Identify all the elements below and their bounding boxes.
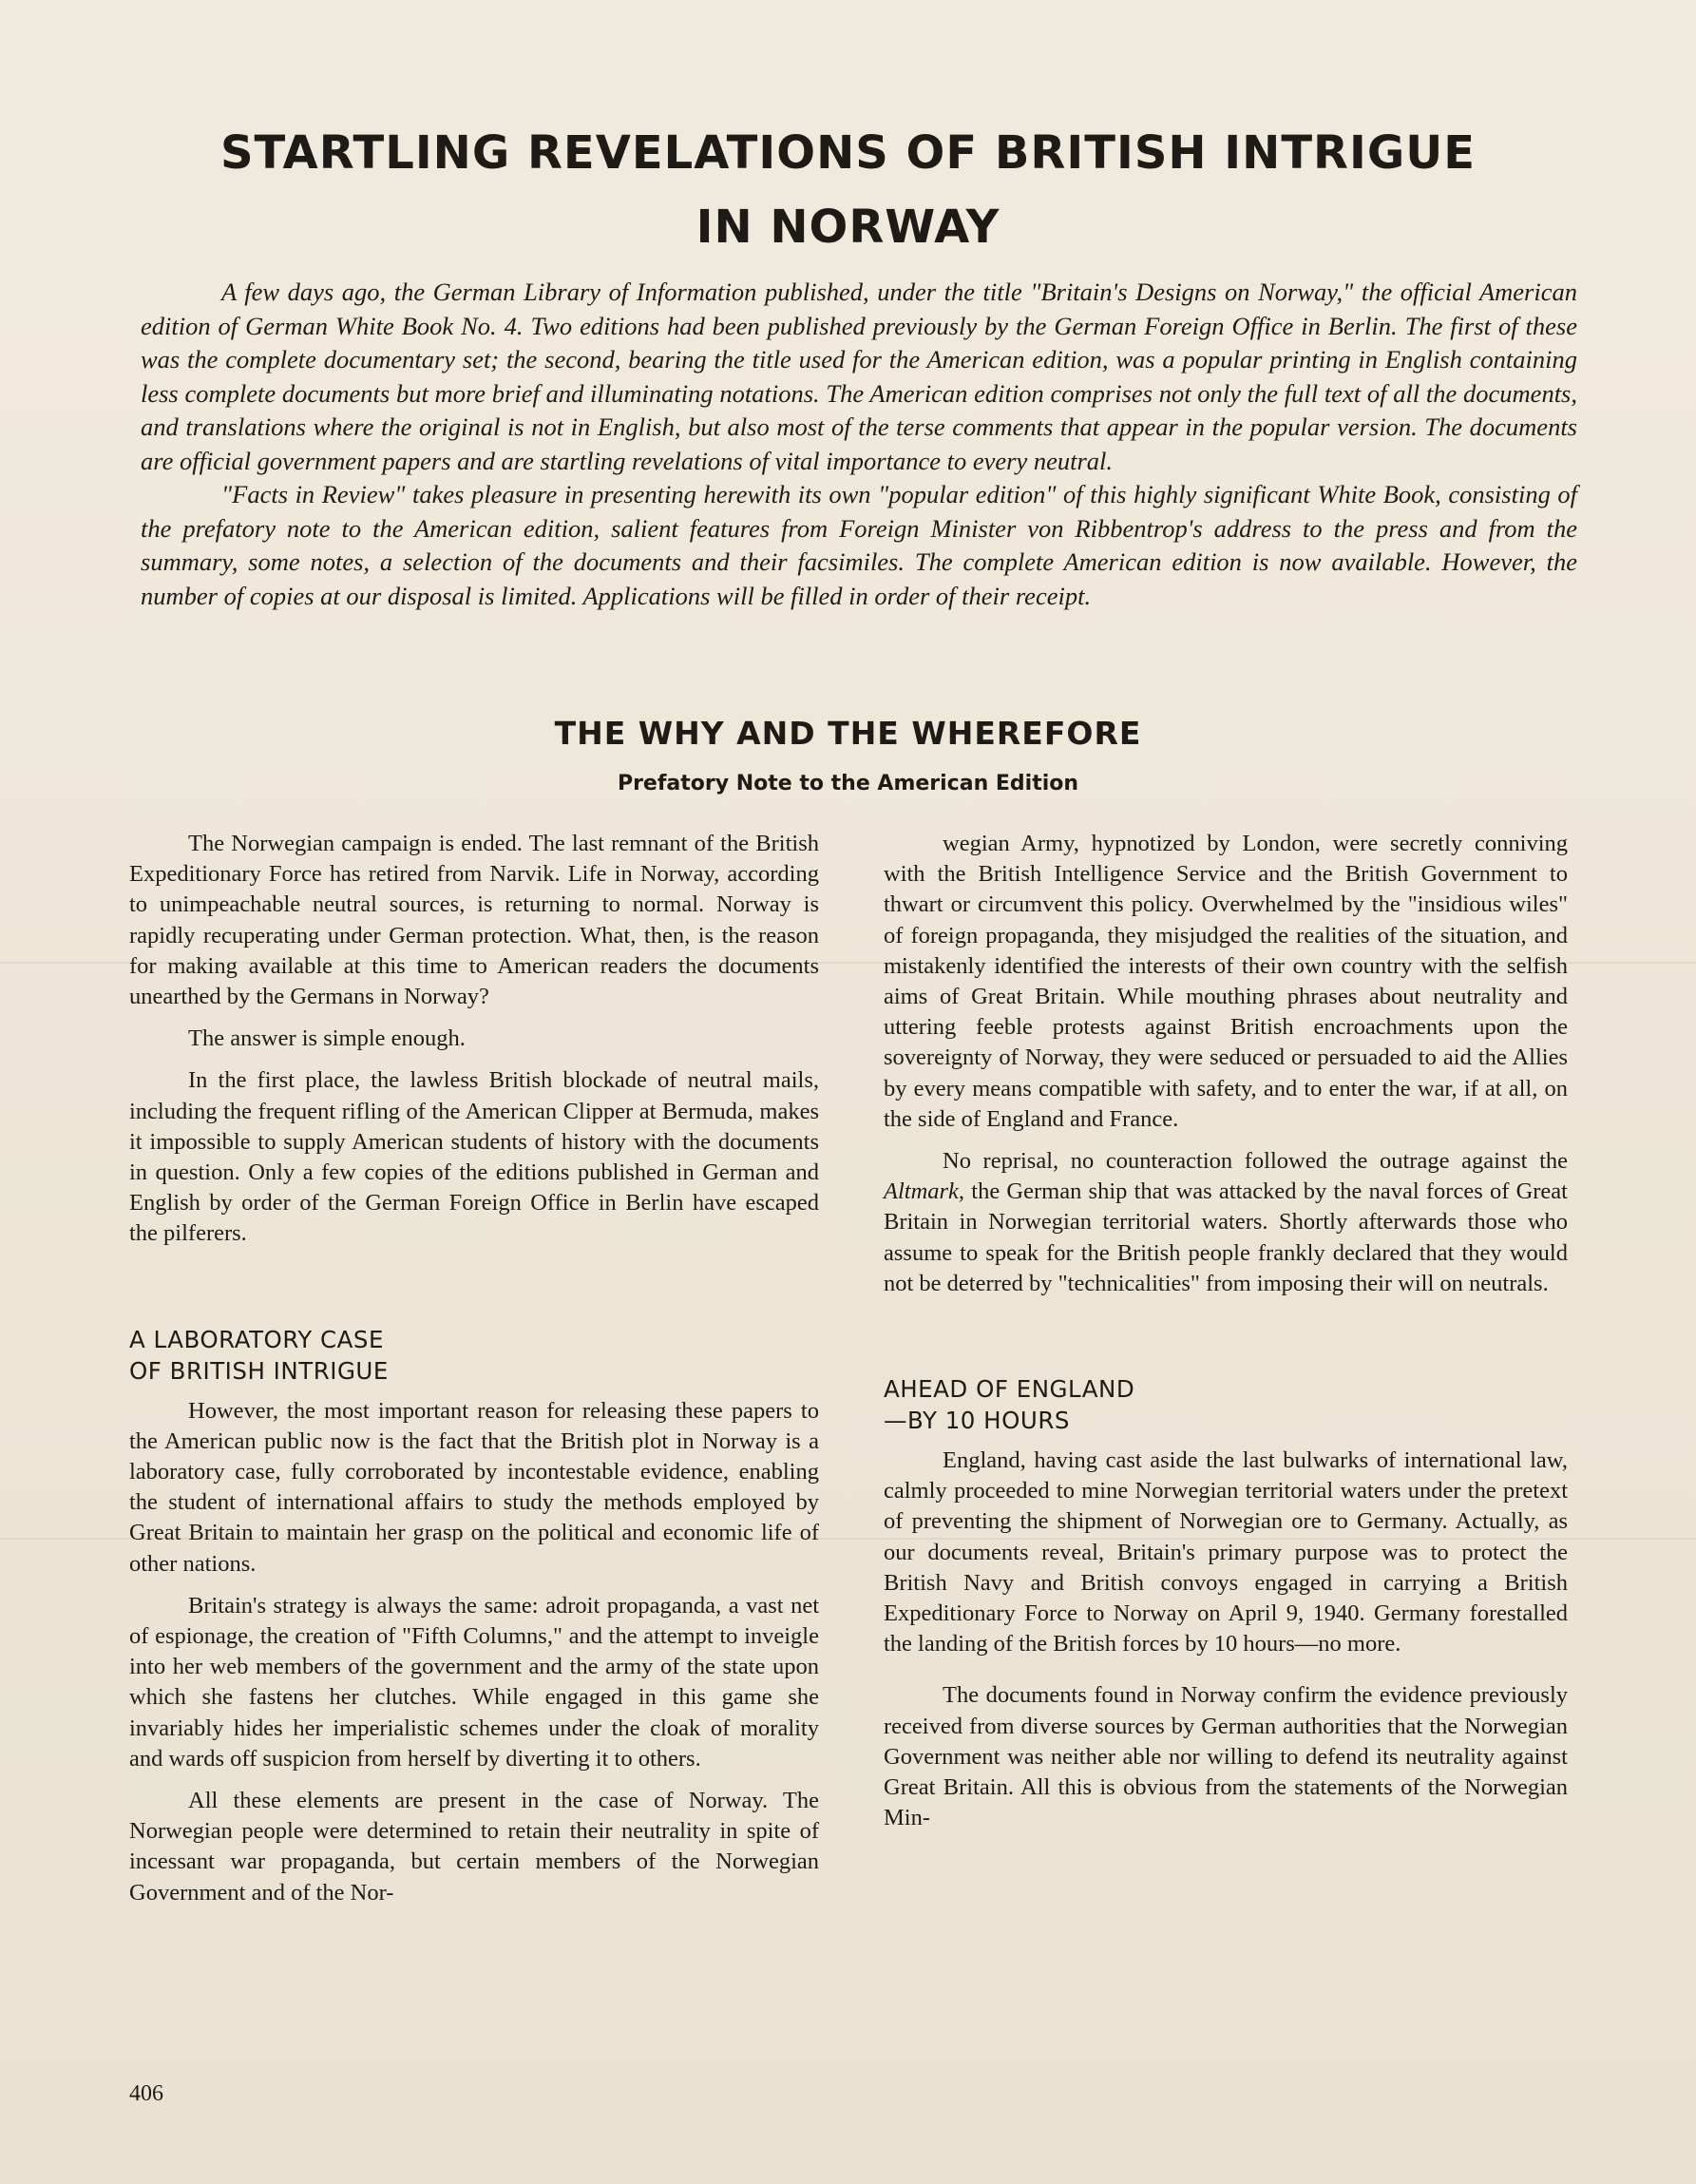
- text-run: No reprisal, no counteraction followed the outrage against the: [943, 1148, 1568, 1175]
- body-paragraph: The answer is simple enough.: [188, 1025, 466, 1052]
- section-title: THE WHY AND THE WHEREFORE: [554, 715, 1142, 752]
- ship-name: Altmark,: [884, 1178, 965, 1205]
- intro-paragraph: "Facts in Review" takes pleasure in presenting herewith its own "popular edition" of this highly significant White Book, consisting of the prefatory note to the American edition, salient features from Foreign Minister von Ribbentrop's address to the press and from the summary, some notes, a selection of the documents and their facsimiles. The complete American edition is now available. However, the number of copies at our disposal is limited. Applications will be filled in order of their receipt.: [141, 480, 1577, 610]
- body-paragraph: wegian Army, hypnotized by London, were secretly conniving with the British Intelligence Service and the British Government to thwart or circumvent this policy. Overwhelmed by the "insidious wiles" of foreign propaganda, they misjudged the realities of the situation, and mistakenly identified the interests of their own country with the selfish aims of Great Britain. While mouthing phrases about neutrality and uttering feeble protests against British encroachments upon the sovereignty of Norway, they were seduced or persuaded to aid the Allies by every means compatible with safety, and to enter the war, if at all, on the side of England and France.: [884, 831, 1568, 1132]
- body-paragraph: Britain's strategy is always the same: adroit propaganda, a vast net of espionage, the creation of "Fifth Columns," and the attempt to inveigle into her web members of the government and the army of the state upon which she fastens her clutches. While engaged in this game she invariably hides her imperialistic schemes under the cloak of morality and wards off suspicion from herself by diverting it to others.: [129, 1592, 819, 1772]
- body-paragraph: In the first place, the lawless British blockade of neutral mails, including the frequent rifling of the American Clipper at Bermuda, makes it impossible to supply American students of history with the documents in question. Only a few copies of the editions published in German and English by order of the German Foreign Office in Berlin have escaped the pilferers.: [129, 1067, 819, 1247]
- subheading-line: A LABORATORY CASE: [129, 1325, 384, 1353]
- title-line: IN NORWAY: [696, 201, 1000, 254]
- section-subtitle: Prefatory Note to the American Edition: [617, 772, 1079, 795]
- subheading-line: AHEAD OF ENGLAND: [884, 1375, 1135, 1404]
- body-paragraph: [884, 1146, 1568, 1299]
- right-column: [884, 829, 1568, 2093]
- subheading-line: —BY 10 HOURS: [884, 1407, 1070, 1435]
- body-paragraph: The Norwegian campaign is ended. The last remnant of the British Expeditionary Force has retired from Narvik. Life in Norway, according to unimpeachable neutral sources, is returning to normal. Norway is rapidly recuperating under German protection. What, then, is the reason for making available at this time to American readers the documents unearthed by the Germans in Norway?: [129, 831, 819, 1010]
- left-column: [129, 829, 819, 2093]
- subheading-line: OF BRITISH INTRIGUE: [129, 1356, 389, 1385]
- text-run: the German ship that was attacked by the naval forces of Great Britain in Norwegian territorial waters. Shortly afterwards those who assume to speak for the British people frankly declared that they would not be deterred by "technicalities" from imposing their will on neutrals.: [884, 1178, 1568, 1296]
- body-paragraph: England, having cast aside the last bulwarks of international law, calmly proceeded to mine Norwegian territorial waters under the pretext of preventing the shipment of Norwegian ore to Germany. Actually, as our documents reveal, Britain's primary purpose was to protect the British Navy and British convoys engaged in carrying a British Expeditionary Force to Norway on April 9, 1940. Germany forestalled the landing of the British forces by 10 hours—no more.: [884, 1447, 1568, 1657]
- body-paragraph: However, the most important reason for releasing these papers to the American public now is the fact that the British plot in Norway is a laboratory case, fully corroborated by incontestable evidence, enabling the student of international affairs to study the methods employed by Great Britain to maintain her grasp on the political and economic life of other nations.: [129, 1397, 819, 1577]
- subheading: [884, 1373, 1568, 1436]
- article-title: [190, 116, 1506, 264]
- title-line: STARTLING REVELATIONS OF BRITISH INTRIGUE: [219, 126, 1477, 180]
- subheading: [129, 1324, 819, 1387]
- intro-paragraph: A few days ago, the German Library of Information published, under the title "Britain's Designs on Norway," the official American edition of German White Book No. 4. Two editions had been published previously by the German Foreign Office in Berlin. The first of these was the complete documentary set; the second, bearing the title used for the American edition, was a popular printing in English containing less complete documents but more brief and illuminating notations. The American edition comprises not only the full text of all the documents, and translations where the original is not in English, but also most of the terse comments that appear in the popular version. The documents are official government papers and are startling revelations of vital importance to every neutral.: [141, 278, 1577, 475]
- intro-block: [141, 276, 1577, 613]
- body-paragraph: All these elements are present in the case of Norway. The Norwegian people were determined to retain their neutrality in spite of incessant war propaganda, but certain members of the Norwegian Government and of the Nor-: [129, 1788, 819, 1906]
- body-paragraph: The documents found in Norway confirm the evidence previously received from diverse sources by German authorities that the Norwegian Government was neither able nor willing to defend its neutrality against Great Britain. All this is obvious from the statements of the Norwegian Min-: [884, 1682, 1568, 1831]
- page-number: 406: [129, 2081, 163, 2106]
